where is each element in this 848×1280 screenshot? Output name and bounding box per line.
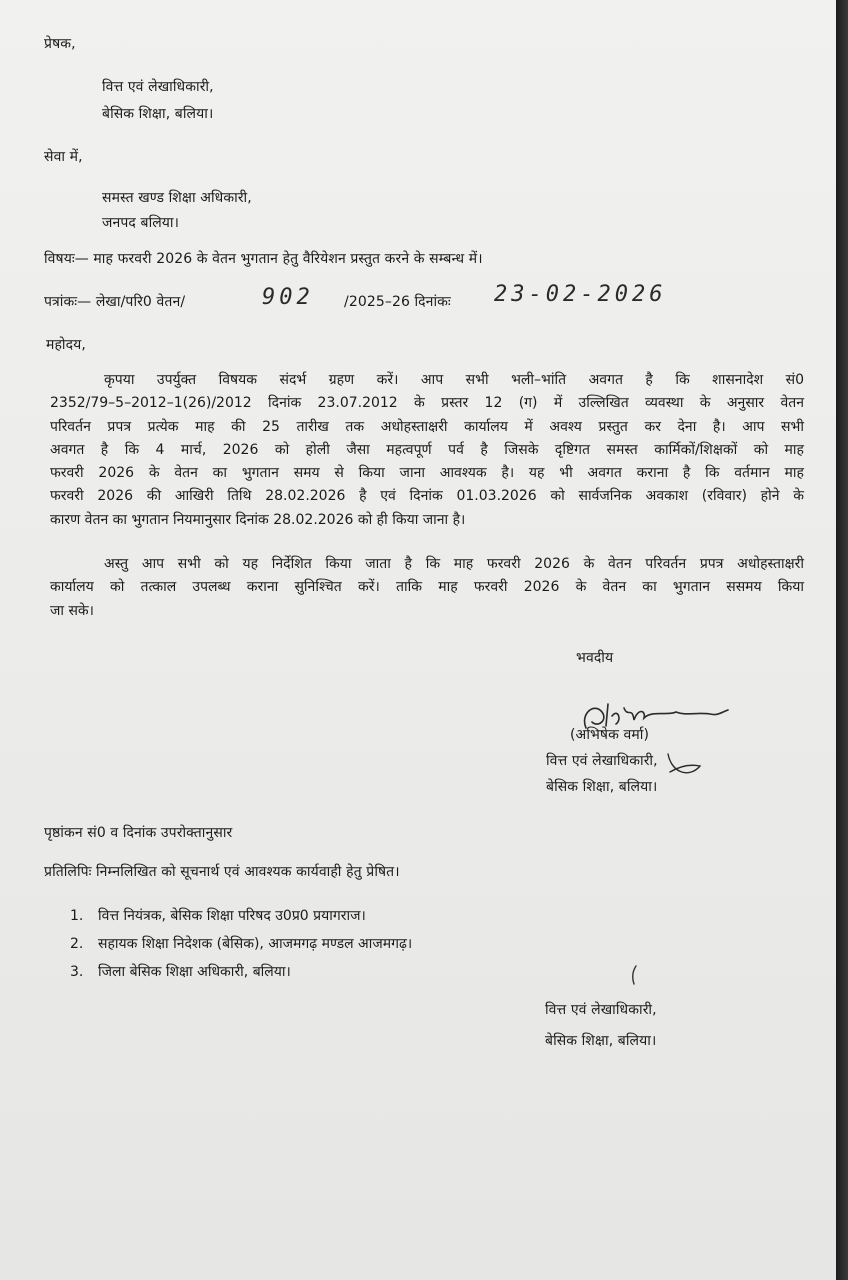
- paragraph-line: फरवरी 2026 की आखिरी तिथि 28.02.2026 है एवं दिनांक 01.03.2026 को सार्वजनिक अवकाश (रविवार) होने के: [50, 488, 804, 505]
- copy-recipients-list: [70, 902, 412, 986]
- list-item: 2. सहायक शिक्षा निदेशक (बेसिक), आजमगढ़ मण्डल आजमगढ़।: [70, 936, 413, 952]
- reference-prefix: पत्रांकः— लेखा/परि0 वेतन/: [44, 294, 186, 310]
- copy-intro: प्रतिलिपिः निम्नलिखित को सूचनार्थ एवं आवश्यक कार्यवाही हेतु प्रेषित।: [44, 864, 400, 880]
- paragraph-line: अस्तु आप सभी को यह निर्देशित किया जाता है कि माह फरवरी 2026 के वेतन परिवर्तन प्रपत्र अधोहस्ताक्षरी: [104, 556, 804, 572]
- pen-mark: [626, 964, 642, 988]
- paragraph-line: फरवरी 2026 के वेतन का भुगतान समय से किया जाना आवश्यक है। यह भी अवगत कराना है कि वर्तमान माह: [50, 465, 804, 482]
- paragraph-line: परिवर्तन प्रपत्र प्रत्येक माह की 25 तारीख तक अधोहस्ताक्षरी कार्यालय में अवश्य प्रस्तुत कर देना है। आप सभी: [50, 418, 804, 435]
- footer-designation-2: बेसिक शिक्षा, बलिया।: [545, 1033, 657, 1049]
- sender-line-2: बेसिक शिक्षा, बलिया।: [102, 106, 214, 122]
- endorsement-line: पृष्ठांकन सं0 व दिनांक उपरोक्तानुसार: [44, 825, 233, 841]
- paragraph-line: कृपया उपर्युक्त विषयक संदर्भ ग्रहण करें। आप सभी भली–भांति अवगत है कि शासनादेश सं0: [104, 372, 804, 388]
- reference-number-handwritten: 902: [262, 285, 314, 310]
- body-paragraph-1: [50, 369, 804, 532]
- list-item: 3. जिला बेसिक शिक्षा अधिकारी, बलिया।: [70, 964, 291, 980]
- recipient-label: सेवा में,: [44, 149, 83, 165]
- reference-date-handwritten: 23-02-2026: [494, 282, 667, 307]
- reference-middle: /2025–26 दिनांकः: [344, 294, 451, 310]
- paragraph-line: अवगत है कि 4 मार्च, 2026 को होली जैसा महत्वपूर्ण पर्व है जिसके दृष्टिगत समस्त कार्मिकों/शिक्षकों को माह: [50, 441, 804, 458]
- paragraph-line: कार्यालय को तत्काल उपलब्ध कराना सुनिश्चित करें। ताकि माह फरवरी 2026 के वेतन का भुगतान ससमय किया: [50, 579, 804, 596]
- subject-line: विषयः— माह फरवरी 2026 के वेतन भुगतान हेतु वैरियेशन प्रस्तुत करने के सम्बन्ध में।: [44, 251, 483, 267]
- salutation: महोदय,: [46, 337, 86, 353]
- paragraph-line: कारण वेतन का भुगतान नियमानुसार दिनांक 28.02.2026 को ही किया जाना है।: [50, 511, 466, 528]
- signatory-designation-1: वित्त एवं लेखाधिकारी,: [546, 753, 658, 769]
- sender-line-1: वित्त एवं लेखाधिकारी,: [102, 79, 214, 95]
- paragraph-line: जा सके।: [50, 602, 94, 619]
- signatory-designation-2: बेसिक शिक्षा, बलिया।: [546, 779, 658, 795]
- body-paragraph-2: [50, 553, 804, 623]
- desk-edge: [836, 0, 848, 1280]
- sender-label: प्रेषक,: [44, 36, 76, 52]
- closing-text: भवदीय: [576, 650, 614, 666]
- paragraph-line: 2352/79–5–2012–1(26)/2012 दिनांक 23.07.2012 के प्रस्तर 12 (ग) में उल्लिखित व्यवस्था के अनुसार वेतन: [50, 395, 804, 412]
- footer-designation-1: वित्त एवं लेखाधिकारी,: [545, 1002, 657, 1018]
- recipient-line-2: जनपद बलिया।: [102, 215, 180, 231]
- list-item: 1. वित्त नियंत्रक, बेसिक शिक्षा परिषद उ0प्र0 प्रयागराज।: [70, 908, 366, 924]
- signatory-name: (अभिषेक वर्मा): [570, 727, 650, 743]
- recipient-line-1: समस्त खण्ड शिक्षा अधिकारी,: [102, 190, 252, 206]
